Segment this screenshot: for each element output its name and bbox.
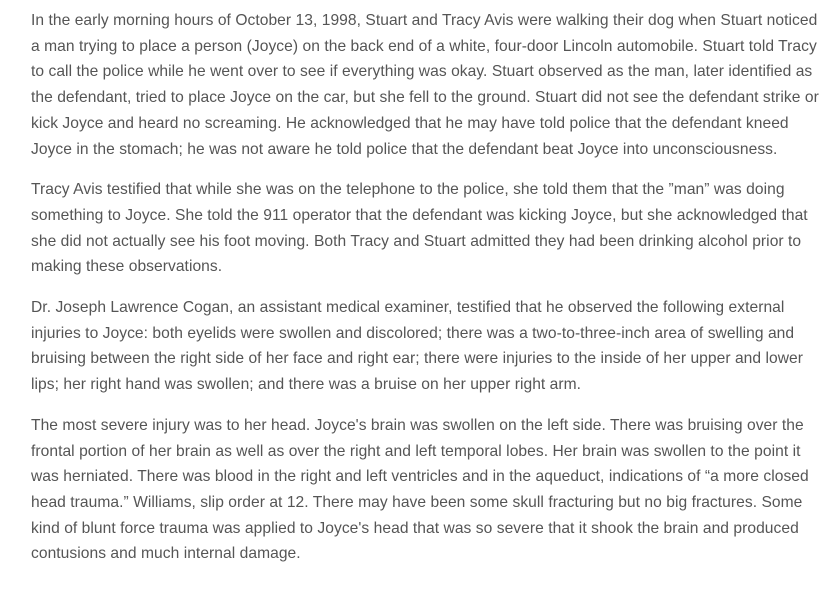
paragraph-3: Dr. Joseph Lawrence Cogan, an assistant medical examiner, testified that he observed the following external injuries to Joyce: both eyelids were swollen and discolored; there was a two-to-three-inch area of swelling and bruising between the right side of her face and right ear; there were injuries to the inside of her upper and lower lips; her right hand was swollen; and there was a bruise on her upper right arm. xyxy=(31,299,804,394)
paragraph-2: Tracy Avis testified that while she was on the telephone to the police, she told them that the ”man” was doing something to Joyce. She told the 911 operator that the defendant was kicking Joyce, but she acknowledged that she did not actually see his foot moving. Both Tracy and Stuart admitted they had been drinking alcohol prior to making these observations. xyxy=(31,181,808,276)
document-body xyxy=(31,8,821,582)
paragraph-1: In the early morning hours of October 13, 1998, Stuart and Tracy Avis were walking their dog when Stuart noticed a man trying to place a person (Joyce) on the back end of a white, four-door Lincoln automobile. Stuart told Tracy to call the police while he went over to see if everything was okay. Stuart observed as the man, later identified as the defendant, tried to place Joyce on the car, but she fell to the ground. Stuart did not see the defendant strike or kick Joyce and heard no screaming. He acknowledged that he may have told police that the defendant kneed Joyce in the stomach; he was not aware he told police that the defendant beat Joyce into unconsciousness. xyxy=(31,12,819,158)
paragraph-4: The most severe injury was to her head. Joyce's brain was swollen on the left side. There was bruising over the frontal portion of her brain as well as over the right and left temporal lobes. Her brain was swollen to the point it was herniated. There was blood in the right and left ventricles and in the aqueduct, indications of “a more closed head trauma.” Williams, slip order at 12. There may have been some skull fracturing but no big fractures. Some kind of blunt force trauma was applied to Joyce's head that was so severe that it shook the brain and produced contusions and much internal damage. xyxy=(31,416,809,563)
